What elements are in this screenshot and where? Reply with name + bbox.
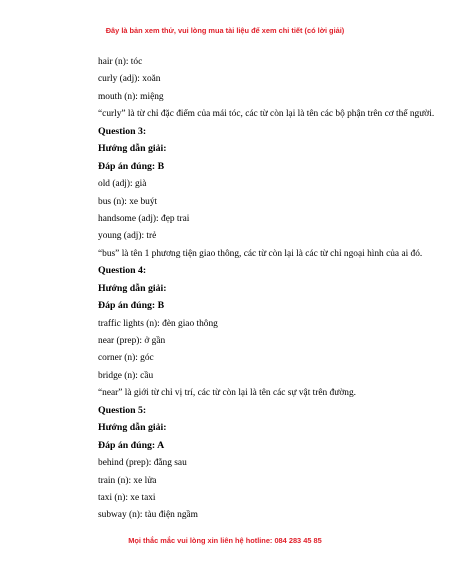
section-heading: Đáp án đúng: A — [98, 439, 165, 451]
text-line: behind (prep): đằng sau — [98, 458, 187, 469]
text-line: young (adj): trẻ — [98, 231, 157, 242]
text-line: hair (n): tóc — [98, 57, 143, 67]
section-heading: Hướng dẫn giải: — [98, 143, 167, 155]
preview-notice-header: Đây là bản xem thử, vui lòng mua tài liệu để xem chi tiết (có lời giải) — [105, 26, 345, 35]
text-line: bus (n): xe buýt — [98, 196, 158, 207]
section-heading: Hướng dẫn giải: — [98, 422, 167, 434]
text-line: corner (n): góc — [98, 353, 154, 364]
text-line: subway (n): tàu điện ngầm — [98, 510, 198, 521]
text-line: old (adj): già — [98, 179, 147, 190]
text-line: handsome (adj): đẹp trai — [98, 213, 190, 224]
text-line: “bus” là tên 1 phương tiện giao thông, các từ còn lại là các từ chỉ ngoại hình của ai đó. — [98, 248, 423, 259]
text-line: taxi (n): xe taxi — [98, 492, 156, 503]
section-heading: Question 3: — [98, 125, 147, 137]
text-line: “curly” là từ chỉ đặc điểm của mái tóc, các từ còn lại là tên các bộ phận trên cơ thể người. — [98, 109, 435, 120]
text-line: “near” là giới từ chỉ vị trí, các từ còn lại là tên các sự vật trên đường. — [98, 388, 357, 399]
section-heading: Hướng dẫn giải: — [98, 282, 167, 294]
section-heading: Question 4: — [98, 265, 147, 277]
text-line: train (n): xe lửa — [98, 475, 157, 486]
text-line: near (prep): ở gần — [98, 336, 166, 346]
section-heading: Question 5: — [98, 404, 147, 416]
text-line: traffic lights (n): đèn giao thông — [98, 318, 218, 329]
hotline-notice-footer: Mọi thắc mắc vui lòng xin liên hệ hotline: 084 283 45 85 — [128, 536, 322, 545]
text-line: bridge (n): cầu — [98, 370, 154, 381]
section-heading: Đáp án đúng: B — [98, 300, 165, 312]
section-heading: Đáp án đúng: B — [98, 160, 165, 172]
text-line: curly (adj): xoăn — [98, 74, 161, 85]
text-line: mouth (n): miệng — [98, 91, 164, 102]
document-body — [98, 56, 433, 527]
